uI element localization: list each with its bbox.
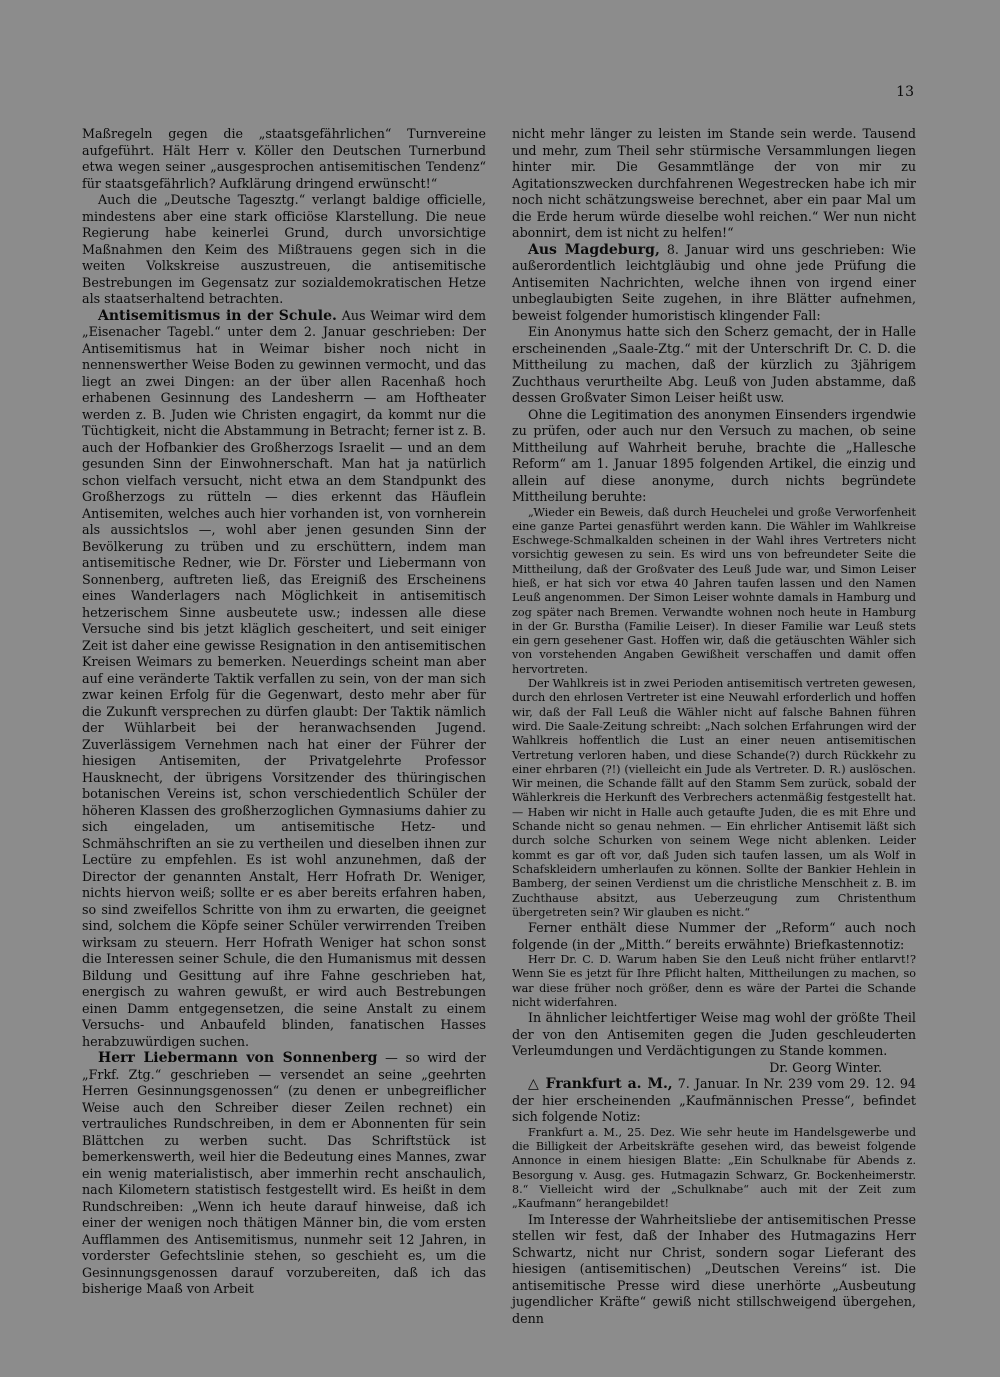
paragraph-text: — so wird der „Frkf. Ztg.“ geschrieben — versendet an seine „geehrten Herren Gesinnungsgenossen“ (zu denen er unbegreiflicher Weise auch den Schreiber dieser Zeilen rechnet) ein vertrauliches Rundschreiben, in dem er Abonnenten für sein Blättchen zu werben sucht. Das Schriftstück ist bemerkenswerth, weil hier die Bedeutung eines Mannes, zwar ein wenig materialistisch, aber immerhin recht anschaulich, nach Kilometern statistisch festgestellt wird. Es heißt in dem Rundschreiben: „Wenn ich heute darauf hinweise, daß ich einer der wenigen noch thätigen Männer bin, die vom ersten Aufflammen des Antisemitismus, nunmehr seit 12 Jahren, in vorderster Gefechtslinie stehen, so geschieht es, um die Gesinnungsgenossen darauf vorzubereiten, daß ich das bisherige Maaß von Arbeit <box>82 1050 486 1296</box>
paragraph-text: Ein Anonymus hatte sich den Scherz gemacht, der in Halle erscheinenden „Saale-Ztg.“ mit der Unterschrift Dr. C. D. die Mittheilung zu machen, daß der kürzlich zu 3jährigem Zuchthaus verurtheilte Abg. Leuß von Juden abstamme, daß dessen Großvater Simon Leiser heißt usw. <box>512 324 916 405</box>
paragraph <box>512 1076 916 1126</box>
paragraph-text: Herr Dr. C. D. Warum haben Sie den Leuß nicht früher entlarvt!? Wenn Sie es jetzt für Ihre Pflicht halten, Mittheilungen zu machen, so war diese früher noch größer, denn es wäre der Partei die Schande nicht widerfahren. <box>512 953 916 1009</box>
paragraph-text: Maßregeln gegen die „staatsgefährlichen“ Turnvereine aufgeführt. Hält Herr v. Köller den Deutschen Turnerbund etwa wegen seiner „ausgesprochen antisemitischen Tendenz“ für staatsgefährlich? Aufklärung dringend erwünscht!“ <box>82 126 486 191</box>
paragraph-text: In ähnlicher leichtfertiger Weise mag wohl der größte Theil der von den Antisemiten gegen die Juden geschleuderten Verleumdungen und Verdächtigungen zu Stande kommen. <box>512 1010 916 1059</box>
paragraph <box>82 126 486 192</box>
paragraph-text: „Wieder ein Beweis, daß durch Heuchelei und große Verworfenheit eine ganze Partei genasführt werden kann. Die Wähler im Wahlkreise Eschwege-Schmalkalden scheinen in der Wahl ihres Vertreters nicht vorsichtig gewesen zu sein. Es wird uns von befreundeter Seite die Mittheilung, daß der Großvater des Leuß Jude war, und Simon Leiser hieß, er hat sich vor etwa 40 Jahren taufen lassen und den Namen Leuß angenommen. Der Simon Leiser wohnte damals in Hamburg und zog später nach Bremen. Verwandte wohnen noch heute in Hamburg in der Gr. Burstha (Familie Leiser). In dieser Familie war Leuß stets ein gern gesehener Gast. Hoffen wir, daß die getäuschten Wähler sich von vorstehenden Angaben Gewißheit verschaffen und damit offen hervortreten. <box>512 505 916 676</box>
paragraph-text: Ferner enthält diese Nummer der „Reform“ auch noch folgende (in der „Mitth.“ bereits erwähnte) Briefkastennotiz: <box>512 920 916 952</box>
section-heading: Aus Magdeburg, <box>528 241 660 258</box>
paragraph <box>512 920 916 953</box>
paragraph-text: Frankfurt a. M., 25. Dez. Wie sehr heute im Handelsgewerbe und die Billigkeit der Arbeitskräfte gesehen wird, das beweist folgende Annonce in einem hiesigen Blatte: „Ein Schulknabe für Abends z. Besorgung v. Ausg. ges. Hutmagazin Schwarz, Gr. Bockenheimerstr. 8.“ Vielleicht wird der „Schulknabe“ auch mit der Zeit zum „Kaufmann“ herangebildet! <box>512 1125 916 1211</box>
paragraph <box>512 1126 916 1212</box>
paragraph-text: Der Wahlkreis ist in zwei Perioden antisemitisch vertreten gewesen, durch den ehrlosen Vertreter ist eine Neuwahl erforderlich und hoffen wir, daß der Fall Leuß die Wähler nicht auf falsche Bahnen führen wird. Die Saale-Zeitung schreibt: „Nach solchen Erfahrungen wird der Wahlkreis hoffentlich die Lust an einer neuen antisemitischen Vertretung verloren haben, und diese Schande(?) durch Rückkehr zu einer ehrbaren (?!) (vielleicht ein Jude als Vertreter. D. R.) auslöschen. Wir meinen, die Schande fällt auf den Stamm Sem zurück, sobald der Wählerkreis die Herkunft des Verbrechers actenmäßig festgestellt hat. — Haben wir nicht in Halle auch getaufte Juden, die es mit Ehre und Schande nicht so genau nehmen. — Ein ehrlicher Antisemit läßt sich durch solche Schurken von seinem Wege nicht ablenken. Leider kommt es gar oft vor, daß Juden sich taufen lassen, um als Wolf in Schafskleidern umherlaufen zu können. Sollte der Bankier Hehlein in Bamberg, der seinen Verdienst um die christliche Menschheit z. B. im Zuchthause absitzt, aus Ueberzeugung zum Christenthum übergetreten sein? Wir glauben es nicht.“ <box>512 677 916 919</box>
section-heading: Antisemitismus in der Schule. <box>98 307 337 324</box>
paragraph <box>512 324 916 407</box>
paragraph <box>82 308 486 1051</box>
paragraph <box>512 677 916 920</box>
paragraph <box>512 126 916 242</box>
paragraph <box>512 407 916 506</box>
section-heading: △ Frankfurt a. M., <box>528 1076 673 1093</box>
paragraph <box>512 1060 882 1077</box>
paragraph-text: nicht mehr länger zu leisten im Stande sein werde. Tausend und mehr, zum Theil sehr stürmische Versammlungen liegen hinter mir. Die Gesammtlänge der von mir zu Agitationszwecken durchfahrenen Wegestrecken habe ich mir noch nicht schätzungsweise berechnet, aber ein paar Mal um die Erde herum würde dieselbe wohl reichen.“ Wer nun nicht abonnirt, dem ist nicht zu helfen!“ <box>512 126 916 240</box>
paragraph <box>512 1010 916 1060</box>
left-column <box>82 126 486 1298</box>
paragraph-text: Ohne die Legitimation des anonymen Einsenders irgendwie zu prüfen, oder auch nur den Versuch zu machen, ob seine Mittheilung auf Wahrheit beruhe, brachte die „Hallesche Reform“ am 1. Januar 1895 folgenden Artikel, die einzig und allein auf diese anonyme, durch nichts begründete Mittheilung beruhte: <box>512 406 916 504</box>
right-column <box>512 126 916 1327</box>
paragraph <box>512 953 916 1010</box>
page-number: 13 <box>896 84 914 100</box>
paragraph-text: 8. Januar wird uns geschrieben: Wie außerordentlich leichtgläubig und ohne jede Prüfung die Antisemiten Nachrichten, welche ihnen von irgend einer unbeglaubigten Seite zugehen, in ihre Blätter aufnehmen, beweist folgender humoristisch klingender Fall: <box>512 241 916 323</box>
paragraph <box>82 1050 486 1298</box>
paragraph-text: Im Interesse der Wahrheitsliebe der antisemitischen Presse stellen wir fest, daß der Inhaber des Hutmagazins Herr Schwartz, nicht nur Christ, sondern sogar Lieferant des hiesigen (antisemitischen) „Deutschen Vereins“ ist. Die antisemitische Presse wird diese unerhörte „Ausbeutung jugendlicher Kräfte“ gewiß nicht stillschweigend übergehen, denn <box>512 1211 916 1326</box>
paragraph <box>512 242 916 325</box>
paragraph-text: Dr. Georg Winter. <box>769 1059 882 1075</box>
paragraph-text: Aus Weimar wird dem „Eisenacher Tagebl.“ unter dem 2. Januar geschrieben: Der Antisemitismus hat in Weimar bisher noch nicht in nennenswerther Weise Boden zu gewinnen vermocht, und das liegt an zwei Dingen: an der über allen Racenhaß hoch erhabenen Gesinnung des Landesherrn — am Hoftheater werden z. B. Juden wie Christen engagirt, da kommt nur die Tüchtigkeit, nicht die Abstammung in Betracht; ferner ist z. B. auch der Hofbankier des Großherzogs Israelit — und an dem gesunden Sinn der Einwohnerschaft. Man hat ja natürlich schon vielfach versucht, nicht etwa an dem Standpunkt des Großherzogs zu rütteln — dies erkennt das Häuflein Antisemiten, welches auch hier vorhanden ist, von vornherein als aussichtslos —, wohl aber jenen gesunden Sinn der Bevölkerung zu trüben und zu erschüttern, indem man antisemitische Redner, wie Dr. Förster und Liebermann von Sonnenberg, auftreten ließ, das Ereigniß des Erscheinens eines Wanderlagers nach Möglichkeit in antisemitisch hetzerischem Sinne ausbeutete usw.; indessen alle diese Versuche sind bis jetzt kläglich gescheitert, und seit einiger Zeit ist daher eine gewisse Resignation in den antisemitischen Kreisen Weimars zu bemerken. Neuerdings scheint man aber auf eine veränderte Taktik verfallen zu sein, von der man sich zwar keinen Erfolg für die Gegenwart, desto mehr aber für die Zukunft versprechen zu dürfen glaubt: Der Taktik nämlich der Wühlarbeit bei der heranwachsenden Jugend. Zuverlässigem Vernehmen nach hat einer der Führer der hiesigen Antisemiten, der Privatgelehrte Professor Hausknecht, der übrigens Vorsitzender des thüringischen botanischen Vereins ist, schon verschiedentlich Schüler der höheren Klassen des großherzoglichen Gymnasiums dahier zu sich eingeladen, um antisemitische Hetz- und Schmähschriften an sie zu vertheilen und dieselben ihnen zur Lectüre zu empfehlen. Es ist wohl anzunehmen, daß der Director der genannten Anstalt, Herr Hofrath Dr. Weniger, nichts hiervon weiß; sollte er es aber bereits erfahren haben, so sind zweifellos Schritte von ihm zu erwarten, die geeignet sind, solchem die Köpfe seiner Schüler verwirrenden Treiben wirksam zu steuern. Herr Hofrath Weniger hat schon sonst die Interessen seiner Schule, die den Humanismus mit dessen Bildung und Gesittung auf ihre Fahne geschrieben hat, energisch zu wahren gewußt, er wird auch Bestrebungen einen Damm entgegensetzen, die seine Anstalt zu einem Versuchs- und Anbaufeld blinden, fanatischen Hasses herabzuwürdigen suchen. <box>82 307 486 1049</box>
paragraph <box>512 1212 916 1328</box>
paragraph-text: Auch die „Deutsche Tagesztg.“ verlangt baldige officielle, mindestens aber eine stark officiöse Klarstellung. Die neue Regierung habe keinerlei Grund, durch unvorsichtige Maßnahmen den Keim des Mißtrauens gegen sich in die weiten Volkskreise auszustreuen, die antisemitische Bestrebungen im Gegensatz zur sozialdemokratischen Hetze als staatserhaltend betrachten. <box>82 192 486 306</box>
paragraph-text: 7. Januar. In Nr. 239 vom 29. 12. 94 der hier erscheinenden „Kaufmännischen Presse“, befindet sich folgende Notiz: <box>512 1076 916 1125</box>
paragraph <box>82 192 486 308</box>
paragraph <box>512 506 916 678</box>
section-heading: Herr Liebermann von Sonnenberg <box>98 1050 378 1066</box>
